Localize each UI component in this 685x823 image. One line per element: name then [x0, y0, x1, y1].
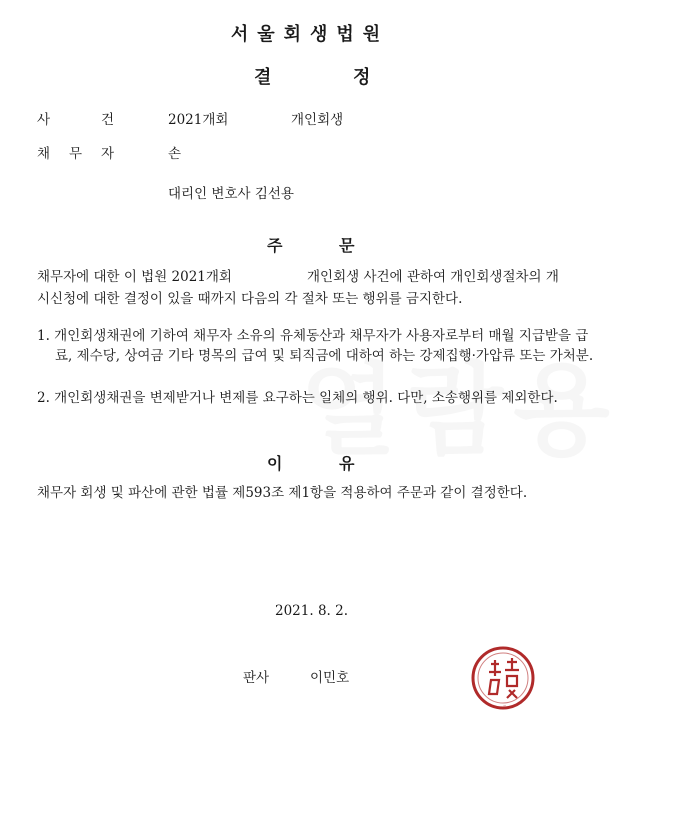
- agent: 대리인 변호사 김선용: [168, 186, 294, 202]
- debtor-name: 손: [168, 146, 182, 162]
- judge-title: 판사: [243, 670, 270, 686]
- case-number: 2021개회: [168, 112, 229, 128]
- seal-text: 法院印: [503, 706, 506, 707]
- order-item-1: 1. 개인회생채권에 기하여 채무자 소유의 유체동산과 채무자가 사용자로부터 매월 지급받을 급료, 제수당, 상여금 기타 명목의 급여 및 퇴직금에 대하여 하는 강제집행·가압류 또는 가처분.: [37, 328, 594, 364]
- court-seal-icon: [471, 646, 535, 710]
- document-type-char-1: 결: [254, 67, 272, 88]
- order-intro-line1a: 채무자에 대한 이 법원 2021개회: [37, 269, 232, 285]
- order-heading-char-2: 문: [339, 236, 355, 255]
- order-heading-char-1: 주: [267, 236, 283, 255]
- decision-date: 2021. 8. 2.: [275, 603, 348, 619]
- order-intro-line2: 시신청에 대한 결정이 있을 때까지 다음의 각 절차 또는 행위를 금지한다.: [37, 291, 463, 307]
- case-label-char-2: 건: [101, 112, 115, 128]
- case-type: 개인회생: [291, 112, 344, 128]
- debtor-label-char-2: 무: [69, 146, 83, 162]
- reason-text: 채무자 회생 및 파산에 관한 법률 제593조 제1항을 적용하여 주문과 같이 결정한다.: [37, 485, 528, 501]
- reason-heading-char-2: 유: [339, 454, 355, 473]
- document-type-char-2: 정: [353, 67, 371, 88]
- order-item-2: 2. 개인회생채권을 변제받거나 변제를 요구하는 일체의 행위. 다만, 소송행위를 제외한다.: [37, 390, 558, 406]
- court-name: 서울회생법원: [230, 24, 390, 45]
- judge-name: 이민호: [310, 670, 350, 686]
- reason-heading-char-1: 이: [267, 454, 283, 473]
- debtor-label-char-3: 자: [101, 146, 115, 162]
- debtor-label-char-1: 채: [37, 146, 51, 162]
- case-label-char-1: 사: [37, 112, 51, 128]
- order-intro-line1b: 개인회생 사건에 관하여 개인회생절차의 개: [307, 269, 559, 285]
